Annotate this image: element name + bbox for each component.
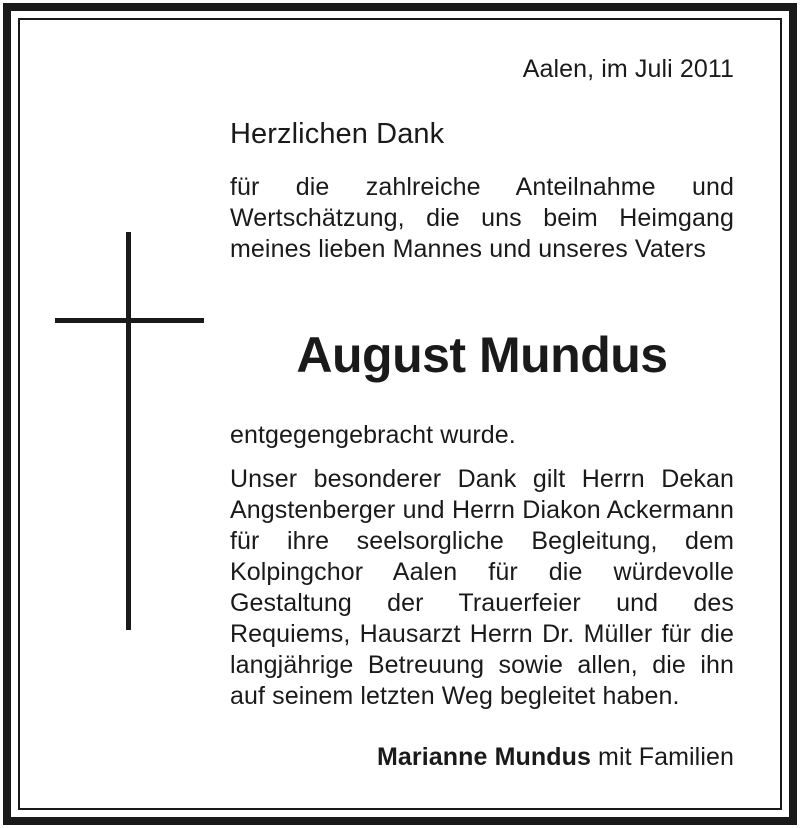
thanks-paragraph: Unser besonderer Dank gilt Herrn Dekan Angstenberger und Herrn Diakon Ackermann für ihre seelsorgliche Begleitung, dem Kolpingchor Aalen für die würdevolle Gestaltung der Trauerfeier und des Requiems, Hausarzt Herrn Dr. Müller für die langjährige Betreuung sowie allen, die ihn auf seinem letzten Weg begleitet haben. xyxy=(230,465,734,710)
signature xyxy=(230,742,734,773)
cross-vertical-bar xyxy=(126,232,131,630)
closing-line: entgegengebracht wurde. xyxy=(230,421,516,449)
notice-heading: Herzlichen Dank xyxy=(230,118,445,150)
signature-name: Marianne Mundus xyxy=(376,743,591,771)
date-line: Aalen, im Juli 2011 xyxy=(522,55,734,83)
signature-suffix: mit Familien xyxy=(591,743,734,771)
intro-paragraph: für die zahlreiche Anteilnahme und Wertschätzung, die uns beim Heimgang meines lieben Mannes und unseres Vaters xyxy=(230,173,734,263)
deceased-name: August Mundus xyxy=(296,327,668,383)
cross-horizontal-bar xyxy=(55,318,204,323)
